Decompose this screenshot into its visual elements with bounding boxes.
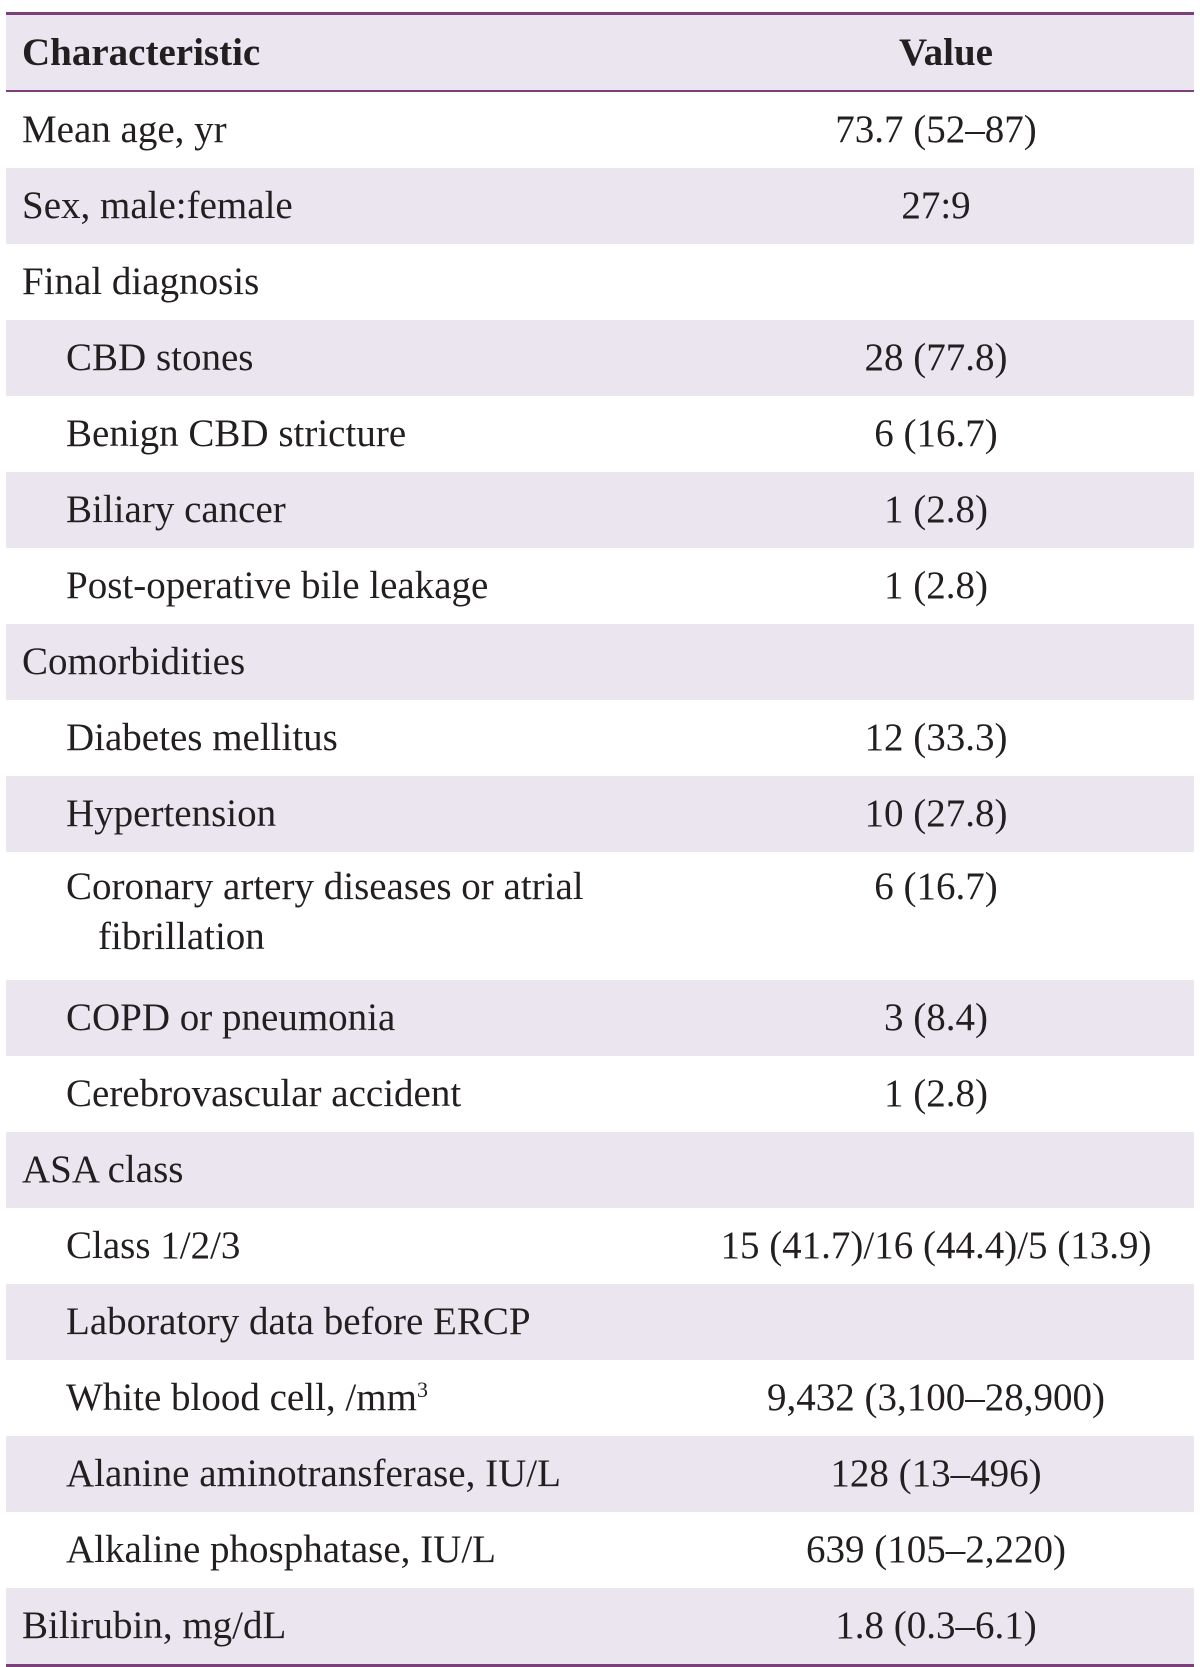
row-label: Sex, male:female (22, 184, 293, 227)
row-label (66, 1373, 716, 1423)
row-value: 1 (2.8) (884, 488, 988, 531)
table-row (6, 1360, 1194, 1436)
row-value: 9,432 (3,100–28,900) (767, 1376, 1105, 1419)
row-label-superscript: 3 (416, 1377, 428, 1402)
table-row (6, 980, 1194, 1056)
row-value: 10 (27.8) (864, 792, 1008, 835)
table-row (6, 1588, 1194, 1664)
table-row (6, 472, 1194, 548)
table-row (6, 1056, 1194, 1132)
row-value: 28 (77.8) (864, 336, 1008, 379)
table-row (6, 1512, 1194, 1588)
row-value: 639 (105–2,220) (806, 1528, 1066, 1571)
header-characteristic: Characteristic (22, 30, 261, 74)
row-label: ASA class (22, 1148, 184, 1191)
row-value: 12 (33.3) (864, 716, 1008, 759)
row-label: Biliary cancer (66, 488, 286, 531)
row-value: 73.7 (52–87) (835, 108, 1037, 151)
row-label-line-2: fibrillation (98, 915, 265, 958)
row-label (66, 862, 716, 962)
row-label: Laboratory data before ERCP (66, 1300, 531, 1343)
row-value: 1 (2.8) (884, 1072, 988, 1115)
row-label: Bilirubin, mg/dL (22, 1604, 287, 1647)
row-label: Post-operative bile leakage (66, 564, 489, 607)
table-row (6, 852, 1194, 980)
row-value: 15 (41.7)/16 (44.4)/5 (13.9) (720, 1224, 1152, 1267)
row-label: Alkaline phosphatase, IU/L (66, 1528, 496, 1571)
row-label: Alanine aminotransferase, IU/L (66, 1452, 561, 1495)
row-label: Benign CBD stricture (66, 412, 407, 455)
table-row (6, 320, 1194, 396)
table-header-row (6, 15, 1194, 92)
row-label: Class 1/2/3 (66, 1224, 241, 1267)
table-row-group-asa-class (6, 1132, 1194, 1208)
characteristics-table (6, 15, 1194, 1667)
row-label: CBD stones (66, 336, 254, 379)
table-row (6, 700, 1194, 776)
row-label: COPD or pneumonia (66, 996, 396, 1039)
table-row-group-laboratory (6, 1284, 1194, 1360)
table-row (6, 92, 1194, 168)
row-value: 6 (16.7) (874, 865, 998, 908)
row-label: Final diagnosis (22, 260, 260, 303)
row-value: 128 (13–496) (830, 1452, 1042, 1495)
header-value: Value (899, 30, 993, 74)
table-row (6, 776, 1194, 852)
row-label: Diabetes mellitus (66, 716, 338, 759)
row-label: Cerebrovascular accident (66, 1072, 462, 1115)
row-value: 6 (16.7) (874, 412, 998, 455)
row-value: 3 (8.4) (884, 996, 988, 1039)
table-row-group-final-diagnosis (6, 244, 1194, 320)
table-row-group-comorbidities (6, 624, 1194, 700)
row-label-text: White blood cell, /mm (66, 1376, 417, 1419)
row-label: Mean age, yr (22, 108, 227, 151)
row-value: 1 (2.8) (884, 564, 988, 607)
table-row (6, 168, 1194, 244)
row-value: 1.8 (0.3–6.1) (835, 1604, 1037, 1647)
row-label-line-1: Coronary artery diseases or atrial (66, 865, 584, 908)
table-row (6, 1208, 1194, 1284)
row-value: 27:9 (901, 184, 971, 227)
table-row (6, 548, 1194, 624)
row-label: Comorbidities (22, 640, 246, 683)
table-row (6, 1436, 1194, 1512)
row-label: Hypertension (66, 792, 277, 835)
table-row (6, 396, 1194, 472)
